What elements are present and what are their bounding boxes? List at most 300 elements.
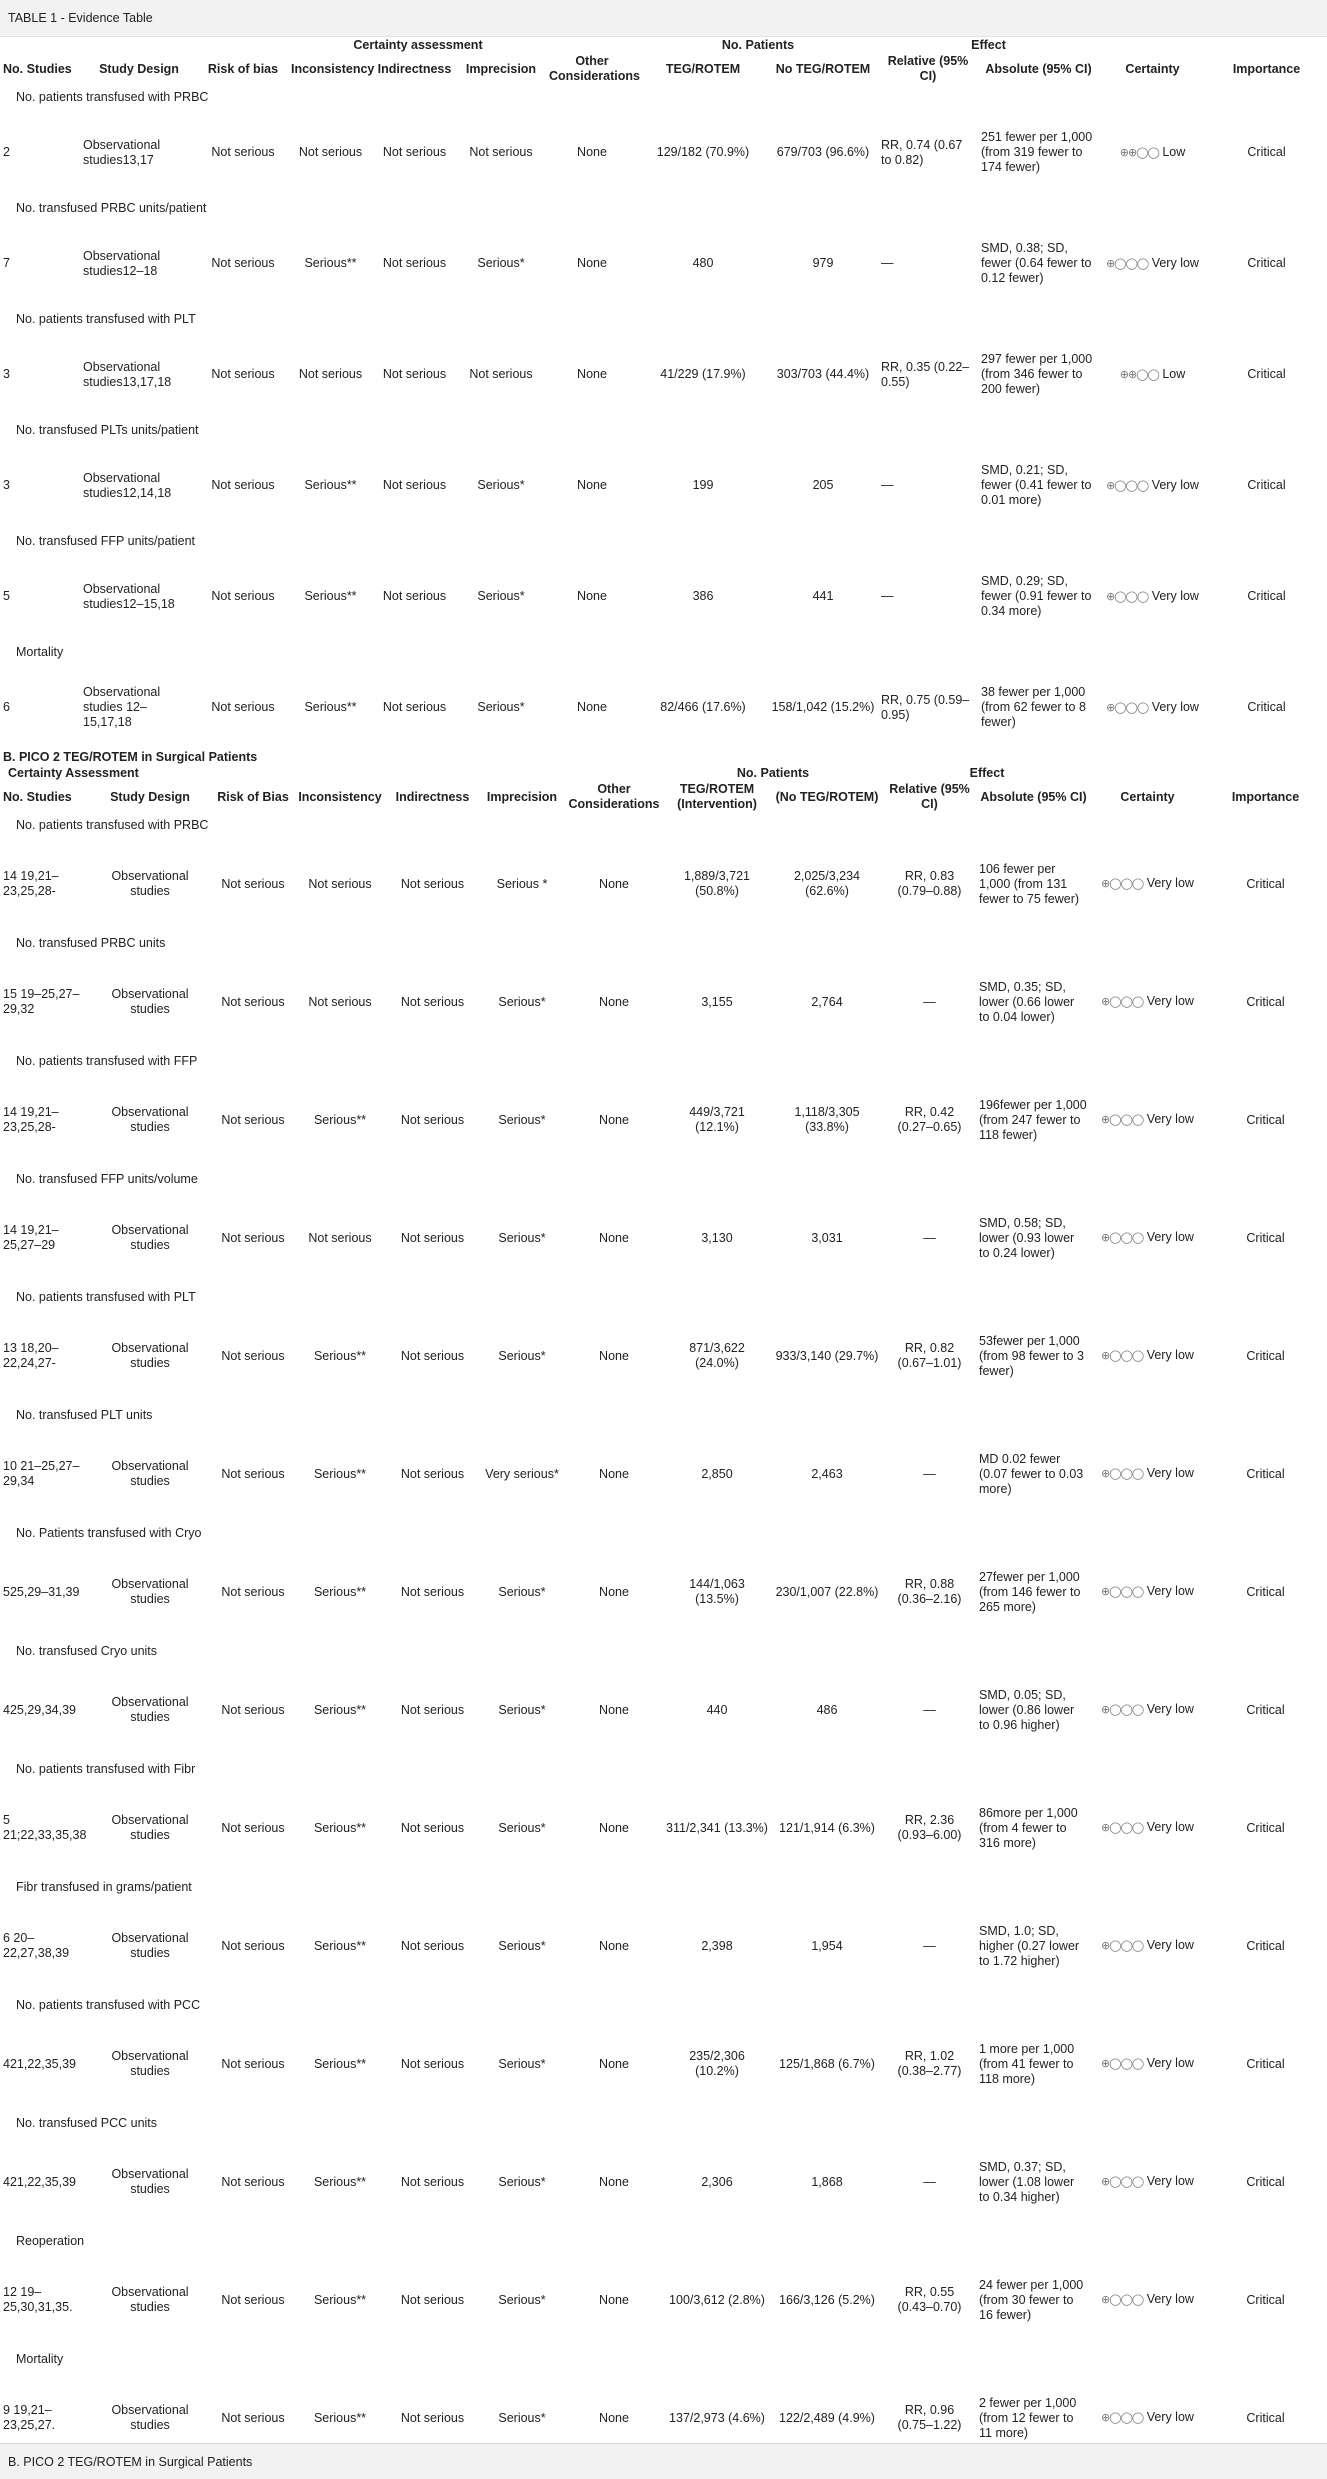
table-cell: Not serious <box>400 1348 465 1363</box>
column-header: Other Considerations <box>568 782 660 811</box>
table-cell: Not serious <box>211 256 275 270</box>
table-cell: 3,155 <box>701 994 733 1009</box>
table-cell: Observational studies <box>111 987 189 1016</box>
column-header: Certainty <box>1120 789 1175 804</box>
certainty-rating-icon: ⊕◯◯◯ <box>1101 2294 1144 2306</box>
table-cell: 137/2,973 (4.6%) <box>669 2410 765 2425</box>
table-cell: Serious** <box>313 1702 367 1717</box>
table-cell: Not serious <box>221 1702 285 1717</box>
certainty-cell <box>1091 1546 1204 1638</box>
table-row <box>0 838 1327 930</box>
table-cell: Very serious* <box>485 1466 559 1481</box>
table-cell: Critical <box>1246 1112 1285 1127</box>
column-header: TEG/ROTEM <box>665 61 741 76</box>
section-row <box>0 639 1327 665</box>
table-cell: Not serious <box>211 367 275 381</box>
table-cell: None <box>599 1112 629 1127</box>
table-cell: Not serious <box>221 1112 285 1127</box>
table-cell: Not serious <box>400 1466 465 1481</box>
table-cell: 166/3,126 (5.2%) <box>779 2292 875 2307</box>
section-title: No. patients transfused with PCC <box>16 1997 201 2012</box>
table-cell: 9 19,21–23,25,27. <box>3 2403 56 2432</box>
table-row <box>0 110 1327 195</box>
table-cell: 1,954 <box>811 1938 843 1953</box>
table-cell: SMD, 0.35; SD, lower (0.66 lower to 0.04 lower) <box>979 979 1075 1024</box>
table-cell: 871/3,622 (24.0%) <box>689 1341 745 1370</box>
table-cell: None <box>599 1466 629 1481</box>
column-header: Certainty <box>1125 61 1180 76</box>
section-title: Fibr transfused in grams/patient <box>16 1879 192 1894</box>
table-cell: Not serious <box>221 1820 285 1835</box>
certainty-cell <box>1091 1310 1204 1402</box>
table-cell: Serious** <box>313 1348 367 1363</box>
table-cell: Observational studies <box>111 1695 189 1724</box>
table-cell: 1 more per 1,000 (from 41 fewer to 118 more) <box>979 2041 1075 2086</box>
table-cell: None <box>577 367 607 381</box>
table-cell: Observational studies <box>111 2167 189 2196</box>
table-cell: None <box>599 1820 629 1835</box>
column-header: Importance <box>1231 789 1300 804</box>
section-title: Mortality <box>16 2351 64 2366</box>
certainty-rating-icon: ⊕◯◯◯ <box>1101 1114 1144 1126</box>
table-caption <box>0 0 1327 37</box>
table-row <box>0 1428 1327 1520</box>
table-cell: 10 21–25,27–29,34 <box>3 1459 80 1488</box>
certainty-rating-icon: ⊕◯◯◯ <box>1101 2412 1144 2424</box>
certainty-label: Very low <box>1146 994 1194 1008</box>
table-row <box>0 956 1327 1048</box>
certainty-rating-icon: ⊕◯◯◯ <box>1101 1822 1144 1834</box>
section-title: No. transfused PCC units <box>16 2115 158 2130</box>
table-cell: None <box>577 478 607 492</box>
table-cell: RR, 0.88 (0.36–2.16) <box>897 1577 962 1606</box>
table-cell: Not serious <box>400 1584 465 1599</box>
table-cell: None <box>577 145 607 159</box>
table-cell: 2,025/3,234 (62.6%) <box>793 869 861 898</box>
table-cell: Serious* <box>498 1112 546 1127</box>
certainty-label: Very low <box>1151 255 1199 270</box>
table-cell: 122/2,489 (4.9%) <box>779 2410 875 2425</box>
table-cell: Observational studies12–18 <box>83 248 161 278</box>
table-cell: 480 <box>692 256 714 270</box>
table-cell: 3 <box>3 367 10 381</box>
column-header: Importance <box>1232 61 1301 76</box>
table-cell: Not serious <box>469 367 533 381</box>
table-cell: SMD, 0.37; SD, lower (1.08 lower to 0.34 higher) <box>979 2159 1075 2204</box>
table-cell: 1,118/3,305 (33.8%) <box>794 1105 860 1134</box>
table-cell: Not serious <box>221 2292 285 2307</box>
table-cell: 24 fewer per 1,000 (from 30 fewer to 16 fewer) <box>979 2277 1084 2322</box>
table-cell: 425,29,34,39 <box>3 1702 76 1717</box>
certainty-label: Very low <box>1146 1938 1194 1952</box>
certainty-cell <box>1099 443 1206 528</box>
column-header: TEG/ROTEM (Intervention) <box>677 782 757 811</box>
column-header: No TEG/ROTEM <box>775 61 871 76</box>
table-cell: SMD, 0.05; SD, lower (0.86 lower to 0.96 higher) <box>979 1687 1075 1732</box>
table-cell: Serious* <box>477 256 525 270</box>
section-row <box>0 2110 1327 2136</box>
table-cell: RR, 0.82 (0.67–1.01) <box>897 1341 962 1370</box>
certainty-rating-icon: ⊕◯◯◯ <box>1101 1704 1144 1716</box>
table-cell: Critical <box>1246 1820 1285 1835</box>
table-cell: Not serious <box>469 145 533 159</box>
table-cell: Not serious <box>211 145 275 159</box>
certainty-rating-icon: ⊕◯◯◯ <box>1106 257 1149 270</box>
certainty-cell <box>1091 1428 1204 1520</box>
certainty-cell <box>1091 1664 1204 1756</box>
section-row <box>0 195 1327 221</box>
table-cell: Critical <box>1246 1938 1285 1953</box>
table-cell: Critical <box>1246 1348 1285 1363</box>
table-cell: 933/3,140 (29.7%) <box>775 1348 879 1363</box>
column-header: Indirectness <box>377 61 452 76</box>
certainty-rating-icon: ⊕◯◯◯ <box>1101 996 1144 1008</box>
table-cell: RR, 0.75 (0.59–0.95) <box>881 692 970 722</box>
table-cell: 440 <box>706 1702 728 1717</box>
certainty-cell <box>1091 1900 1204 1992</box>
table-cell: 525,29–31,39 <box>3 1584 80 1599</box>
table-cell: 38 fewer per 1,000 (from 62 fewer to 8 fewer) <box>981 685 1086 729</box>
certainty-label: Very low <box>1146 2056 1194 2070</box>
table-cell: Critical <box>1246 2410 1285 2425</box>
table-cell: None <box>599 1702 629 1717</box>
table-cell: 297 fewer per 1,000 (from 346 fewer to 200 fewer) <box>981 352 1093 396</box>
table-cell: 7 <box>3 256 10 270</box>
section-row <box>0 1756 1327 1782</box>
section-title: No. patients transfused with PRBC <box>16 817 209 832</box>
certainty-label: Very low <box>1146 1584 1194 1598</box>
table-cell: Not serious <box>382 700 447 714</box>
table-cell: 3,130 <box>701 1230 733 1245</box>
table-cell: 2 fewer per 1,000 (from 12 fewer to 11 more) <box>979 2395 1077 2440</box>
table-cell: Not serious <box>211 589 275 603</box>
table-cell: — <box>881 256 894 270</box>
column-header: Study Design <box>110 789 190 804</box>
section-row <box>0 1048 1327 1074</box>
table-cell: None <box>599 1348 629 1363</box>
table-cell: 2,463 <box>811 1466 843 1481</box>
section-title: No. transfused FFP units/patient <box>16 533 196 548</box>
table-cell: 421,22,35,39 <box>3 2056 76 2071</box>
section-row <box>0 1402 1327 1428</box>
certainty-cell <box>1091 2254 1204 2346</box>
table-cell: Observational studies 12–15,17,18 <box>83 685 161 729</box>
certainty-rating-icon: ⊕◯◯◯ <box>1101 878 1144 890</box>
certainty-label: Very low <box>1146 1230 1194 1244</box>
table-cell: None <box>577 589 607 603</box>
section-title: No. transfused FFP units/volume <box>16 1171 198 1186</box>
certainty-rating-icon: ⊕◯◯◯ <box>1101 1232 1144 1244</box>
table-cell: Not serious <box>211 700 275 714</box>
table-cell: RR, 0.55 (0.43–0.70) <box>897 2285 962 2314</box>
table-cell: 441 <box>812 589 834 603</box>
table-cell: 158/1,042 (15.2%) <box>771 700 875 714</box>
section-title: No. patients transfused with FFP <box>16 1053 198 1068</box>
table-cell: Observational studies <box>111 2285 189 2314</box>
certainty-label: Very low <box>1146 1112 1194 1126</box>
table-cell: 15 19–25,27–29,32 <box>3 987 80 1016</box>
table-cell: Not serious <box>221 1348 285 1363</box>
table-cell: Serious** <box>313 2174 367 2189</box>
table-cell: Serious* <box>477 700 525 714</box>
table-cell: 2,306 <box>701 2174 733 2189</box>
section-row <box>0 417 1327 443</box>
column-header: Other Considerations <box>549 54 640 83</box>
table-cell: Critical <box>1247 145 1286 159</box>
table-cell: Serious* <box>498 2292 546 2307</box>
table-cell: 196fewer per 1,000 (from 247 fewer to 118 fewer) <box>979 1097 1087 1142</box>
table-cell: 14 19,21–23,25,28- <box>3 869 59 898</box>
section-row <box>0 1638 1327 1664</box>
section-row <box>0 1284 1327 1310</box>
table-cell: Not serious <box>221 876 285 891</box>
certainty-label: Very low <box>1151 477 1199 492</box>
table-cell: Not serious <box>400 1702 465 1717</box>
table-row <box>0 1900 1327 1992</box>
table-cell: Not serious <box>298 367 363 381</box>
table-cell: 2,764 <box>811 994 843 1009</box>
table-cell: — <box>881 478 894 492</box>
table-cell: Critical <box>1246 2292 1285 2307</box>
table-cell: RR, 0.96 (0.75–1.22) <box>897 2403 962 2432</box>
section-title: Reoperation <box>16 2233 85 2248</box>
column-header: Relative (95% CI) <box>887 54 969 83</box>
certainty-cell <box>1099 554 1206 639</box>
table-cell: Critical <box>1247 589 1286 603</box>
certainty-cell <box>1091 1782 1204 1874</box>
table-row <box>0 2254 1327 2346</box>
group-header-effect-b: Effect <box>969 766 1005 780</box>
table-cell: Critical <box>1246 2056 1285 2071</box>
table-cell: 3 <box>3 478 10 492</box>
table-cell: Serious** <box>313 2292 367 2307</box>
table-cell: 2 <box>3 145 10 159</box>
table-cell: 205 <box>812 478 834 492</box>
table-cell: SMD, 1.0; SD, higher (0.27 lower to 1.72 higher) <box>979 1923 1080 1968</box>
section-row <box>0 2346 1327 2372</box>
table-cell: Not serious <box>221 1466 285 1481</box>
column-header: Inconsistency <box>291 61 375 76</box>
table-cell: 3,031 <box>811 1230 843 1245</box>
group-header-effect: Effect <box>971 38 1006 52</box>
certainty-rating-icon: ⊕◯◯◯ <box>1101 1468 1144 1480</box>
certainty-rating-icon: ⊕◯◯◯ <box>1101 2058 1144 2070</box>
table-cell: Not serious <box>400 2174 465 2189</box>
table-cell: Not serious <box>382 589 447 603</box>
table-caption-text: TABLE 1 - Evidence Table <box>8 11 153 25</box>
certainty-label: Very low <box>1151 699 1199 714</box>
table-cell: Serious * <box>496 876 548 891</box>
certainty-rating-icon: ⊕◯◯◯ <box>1106 479 1149 492</box>
section-title: No. patients transfused with PLT <box>16 311 196 326</box>
certainty-rating-icon: ⊕◯◯◯ <box>1101 1350 1144 1362</box>
table-row <box>0 1546 1327 1638</box>
table-cell: Serious** <box>313 2410 367 2425</box>
section-row <box>0 1166 1327 1192</box>
table-cell: Serious** <box>304 589 357 603</box>
table-cell: None <box>599 994 629 1009</box>
certainty-cell <box>1091 838 1204 930</box>
table-cell: Serious* <box>498 1348 546 1363</box>
table-cell: 2,398 <box>701 1938 733 1953</box>
table-cell: Observational studies13,17 <box>83 137 161 167</box>
table-cell: Not serious <box>298 145 363 159</box>
table-row <box>0 1664 1327 1756</box>
column-header: Imprecision <box>465 61 537 76</box>
column-header: No. Studies <box>3 61 72 76</box>
section-title: No. patients transfused with PLT <box>16 1289 196 1304</box>
table-cell: — <box>923 994 936 1009</box>
table-cell: Not serious <box>221 2174 285 2189</box>
table-cell: 6 <box>3 700 10 714</box>
certainty-label: Very low <box>1146 2410 1194 2424</box>
table-row <box>0 2136 1327 2228</box>
table-cell: Not serious <box>400 876 465 891</box>
certainty-label: Very low <box>1146 1466 1194 1480</box>
table-cell: 199 <box>692 478 714 492</box>
table-cell: Not serious <box>382 256 447 270</box>
evidence-table-a <box>0 37 1327 750</box>
evidence-table-b <box>0 750 1327 2464</box>
table-row <box>0 1074 1327 1166</box>
table-cell: 6 20–22,27,38,39 <box>3 1931 70 1960</box>
table-cell: Not serious <box>308 1230 372 1245</box>
bottom-caption <box>0 2443 1327 2479</box>
column-header: Indirectness <box>395 789 470 804</box>
table-cell: Serious* <box>498 1230 546 1245</box>
table-cell: 386 <box>692 589 714 603</box>
table-cell: Observational studies13,17,18 <box>83 359 172 389</box>
certainty-rating-icon: ⊕◯◯◯ <box>1106 701 1149 714</box>
table-cell: Observational studies <box>111 1931 189 1960</box>
certainty-label: Very low <box>1146 2292 1194 2306</box>
table-cell: Serious** <box>313 1820 367 1835</box>
table-cell: Not serious <box>221 2410 285 2425</box>
certainty-label: Very low <box>1146 1348 1194 1362</box>
table-cell: SMD, 0.21; SD, fewer (0.41 fewer to 0.01 more) <box>981 463 1092 507</box>
table-cell: 86more per 1,000 (from 4 fewer to 316 more) <box>979 1805 1078 1850</box>
table-cell: — <box>923 1230 936 1245</box>
table-cell: Critical <box>1246 876 1285 891</box>
table-cell: Observational studies <box>111 869 189 898</box>
table-cell: 449/3,721 (12.1%) <box>689 1105 745 1134</box>
certainty-cell <box>1091 2136 1204 2228</box>
certainty-cell <box>1099 332 1206 417</box>
column-header: Inconsistency <box>298 789 382 804</box>
column-header: Study Design <box>99 61 179 76</box>
column-header: (No TEG/ROTEM) <box>775 789 879 804</box>
table-cell: 679/703 (96.6%) <box>776 145 870 159</box>
table-cell: 251 fewer per 1,000 (from 319 fewer to 174 fewer) <box>981 130 1093 174</box>
table-cell: Critical <box>1246 2174 1285 2189</box>
table-cell: Not serious <box>400 1938 465 1953</box>
table-cell: Serious* <box>498 2056 546 2071</box>
table-cell: Critical <box>1246 994 1285 1009</box>
table-cell: 144/1,063 (13.5%) <box>689 1577 745 1606</box>
table-cell: 125/1,868 (6.7%) <box>779 2056 875 2071</box>
table-cell: Observational studies <box>111 1105 189 1134</box>
certainty-label: Very low <box>1151 588 1199 603</box>
table-cell: SMD, 0.58; SD, lower (0.93 lower to 0.24 lower) <box>979 1215 1075 1260</box>
table-cell: 129/182 (70.9%) <box>656 145 750 159</box>
certainty-rating-icon: ⊕◯◯◯ <box>1101 1586 1144 1598</box>
column-header: Risk of Bias <box>217 789 289 804</box>
table-cell: 5 <box>3 589 10 603</box>
table-cell: Serious* <box>498 1584 546 1599</box>
section-title: No. transfused Cryo units <box>16 1643 158 1658</box>
certainty-label: Very low <box>1146 1820 1194 1834</box>
table-cell: — <box>923 1466 936 1481</box>
section-title: No. transfused PRBC units <box>16 935 166 950</box>
table-cell: 100/3,612 (2.8%) <box>669 2292 765 2307</box>
table-cell: Serious* <box>498 1938 546 1953</box>
certainty-cell <box>1099 110 1206 195</box>
certainty-cell <box>1091 2018 1204 2110</box>
table-cell: Serious* <box>498 994 546 1009</box>
table-cell: Serious** <box>313 1466 367 1481</box>
table-cell: Serious* <box>498 1820 546 1835</box>
table-cell: Serious** <box>313 1584 367 1599</box>
table-cell: 53fewer per 1,000 (from 98 fewer to 3 fewer) <box>979 1333 1084 1378</box>
table-cell: None <box>599 1584 629 1599</box>
section-title: No. patients transfused with Fibr <box>16 1761 196 1776</box>
table-cell: MD 0.02 fewer (0.07 fewer to 0.03 more) <box>979 1451 1084 1496</box>
table-row <box>0 443 1327 528</box>
table-cell: 14 19,21–25,27–29 <box>3 1223 59 1252</box>
table-cell: Critical <box>1246 1584 1285 1599</box>
column-header: No. Studies <box>3 789 72 804</box>
table-cell: None <box>599 2410 629 2425</box>
table-cell: None <box>599 2056 629 2071</box>
group-header-patients: No. Patients <box>721 38 795 52</box>
table-cell: — <box>923 2174 936 2189</box>
table-cell: Serious** <box>313 1938 367 1953</box>
column-header: Imprecision <box>486 789 558 804</box>
table-cell: RR, 0.83 (0.79–0.88) <box>897 869 962 898</box>
table-cell: Critical <box>1246 1230 1285 1245</box>
table-cell: Serious* <box>498 1702 546 1717</box>
section-row <box>0 1992 1327 2018</box>
table-row <box>0 665 1327 750</box>
certainty-rating-icon: ⊕◯◯◯ <box>1101 2176 1144 2188</box>
table-cell: 311/2,341 (13.3%) <box>666 1820 768 1835</box>
table-cell: Serious** <box>304 256 357 270</box>
section-row <box>0 2228 1327 2254</box>
table-cell: Observational studies12–15,18 <box>83 581 175 611</box>
column-header: Relative (95% CI) <box>889 782 970 811</box>
table-cell: 13 18,20–22,24,27- <box>3 1341 59 1370</box>
table-cell: Not serious <box>308 876 372 891</box>
certainty-label: Very low <box>1146 1702 1194 1716</box>
certainty-label: Low <box>1162 366 1186 381</box>
table-cell: 1,868 <box>811 2174 843 2189</box>
table-cell: Not serious <box>221 994 285 1009</box>
table-cell: SMD, 0.29; SD, fewer (0.91 fewer to 0.34 more) <box>981 574 1092 618</box>
table-cell: Critical <box>1247 256 1286 270</box>
certainty-rating-icon: ⊕◯◯◯ <box>1106 590 1149 603</box>
table-cell: None <box>577 256 607 270</box>
table-cell: None <box>577 700 607 714</box>
group-header-patients-b: No. Patients <box>736 766 810 780</box>
section-row <box>0 930 1327 956</box>
table-cell: Critical <box>1246 1702 1285 1717</box>
table-cell: None <box>599 876 629 891</box>
table-cell: — <box>881 589 894 603</box>
table-cell: Serious** <box>304 700 357 714</box>
table-b-title: B. PICO 2 TEG/ROTEM in Surgical Patients <box>3 750 258 764</box>
table-cell: 106 fewer per 1,000 (from 131 fewer to 75 fewer) <box>979 861 1080 906</box>
table-cell: 41/229 (17.9%) <box>660 367 746 381</box>
